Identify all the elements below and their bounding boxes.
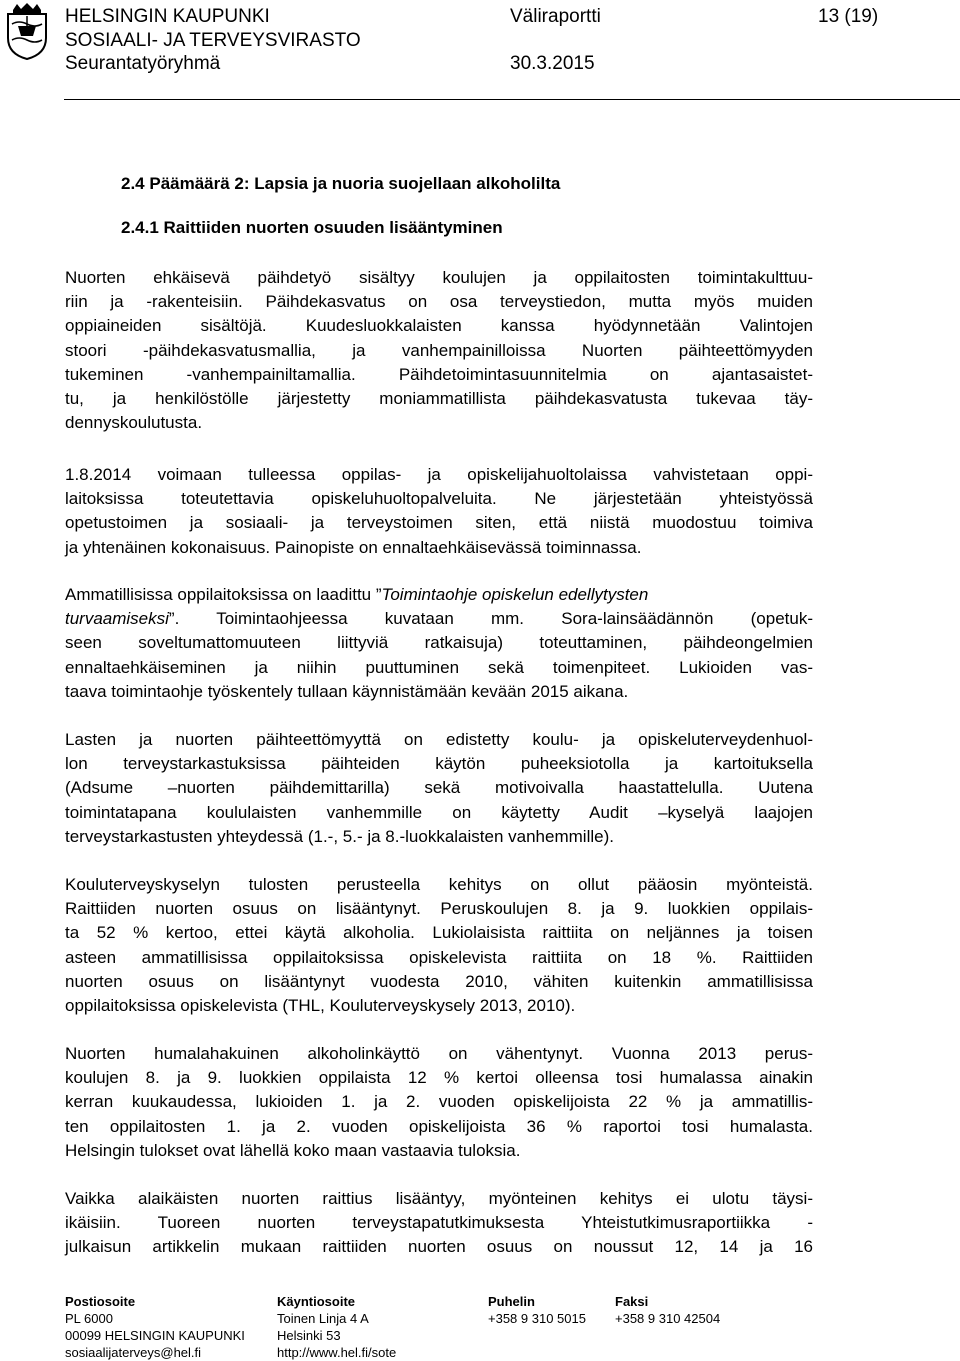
- paragraph-adults: [65, 1187, 813, 1260]
- text-line: [65, 607, 813, 631]
- footer-line: +358 9 310 42504: [615, 1311, 721, 1326]
- guideline-title: turvaamiseksi: [65, 609, 169, 629]
- text-line: taava toimintaohje työskentely tullaan käynnistämään kevään 2015 aikana.: [65, 681, 629, 701]
- footer-heading: Postiosoite: [65, 1294, 136, 1309]
- text-line: lon terveystarkastuksissa päihteiden käytön puheeksiotolla ja kartoituksella: [65, 754, 813, 774]
- footer-visiting-address: [277, 1293, 396, 1361]
- text-line: 1.8.2014 voimaan tulleessa oppilas- ja opiskelijahuoltolaissa vahvistetaan oppi-: [65, 465, 813, 484]
- text-line: Nuorten humalahakuinen alkoholinkäyttö on vähentynyt. Vuonna 2013 perus-: [65, 1044, 813, 1063]
- header-department: SOSIAALI- JA TERVEYSVIRASTO: [65, 30, 361, 51]
- text-segment: Ammatillisissa oppilaitoksissa on laadittu ”: [65, 585, 382, 604]
- paragraph-vocational-guideline: [65, 583, 813, 704]
- footer-email-link[interactable]: sosiaalijaterveys@hel.fi: [65, 1345, 202, 1360]
- text-line: Nuorten ehkäisevä päihdetyö sisältyy koulujen ja oppilaitosten toimintakulttuu-: [65, 268, 813, 287]
- footer-website-link[interactable]: http://www.hel.fi/sote: [277, 1345, 397, 1360]
- text-line: ta 52 % kertoo, ettei käytä alkoholia. Lukiolaisista raittiita on neljännes ja toisen: [65, 923, 813, 943]
- text-line: tu, ja henkilöstölle järjestetty moniammatillista päihdekasvatusta tukevaa täy-: [65, 388, 813, 408]
- header-group: Seurantatyöryhmä: [65, 53, 221, 74]
- text-segment: ”. Toimintaohjeessa kuvataan mm. Sora-lainsäädännön (opetuk-: [168, 609, 813, 629]
- text-line: koulujen 8. ja 9. luokkien oppilaista 12 % kertoi olleensa tosi humalassa ainakin: [65, 1068, 813, 1088]
- paragraph-health-checks: [65, 728, 813, 849]
- footer-line: 00099 HELSINGIN KAUPUNKI: [65, 1328, 245, 1343]
- text-line: Vaikka alaikäisten nuorten raittius lisääntyy, myönteinen kehitys ei ulotu täysi-: [65, 1189, 813, 1208]
- guideline-title: Toimintaohje opiskelun edellytysten: [381, 585, 649, 604]
- header-divider: [64, 99, 960, 100]
- footer-fax: [615, 1293, 720, 1327]
- paragraph-student-welfare: [65, 463, 813, 560]
- text-line: nuorten osuus on lisääntynyt vuodesta 2010, vähiten kuitenkin ammatillisissa: [65, 971, 813, 991]
- text-line: stoori -päihdekasvatusmallia, ja vanhempainilloissa Nuorten päihteettömyyden: [65, 340, 813, 360]
- header-document-type: Väliraportti: [510, 6, 601, 27]
- text-line: Lasten ja nuorten päihteettömyyttä on edistetty koulu- ja opiskeluterveydenhuol-: [65, 730, 813, 749]
- text-line: tukeminen -vanhempainiltamallia. Päihdetoimintasuunnitelmia on ajantasaistet-: [65, 364, 813, 384]
- text-line: Kouluterveyskyselyn tulosten perusteella kehitys on ollut pääosin myönteistä.: [65, 875, 813, 894]
- footer-phone: [488, 1293, 586, 1327]
- paragraph-prevention: [65, 266, 813, 435]
- paragraph-survey-results: [65, 873, 813, 1018]
- footer-line: Toinen Linja 4 A: [277, 1311, 369, 1326]
- helsinki-crest-logo: [4, 2, 50, 60]
- text-line: Raittiiden nuorten osuus on lisääntynyt. Peruskoulujen 8. ja 9. luokkien oppilais-: [65, 899, 813, 919]
- text-line: riin ja -rakenteisiin. Päihdekasvatus on osa terveystiedon, mutta myös muiden: [65, 292, 813, 312]
- footer-heading: Faksi: [615, 1294, 649, 1309]
- header-organization: HELSINGIN KAUPUNKI: [65, 6, 270, 27]
- text-line: laitoksissa toteutettavia opiskeluhuoltopalveluita. Ne järjestetään yhteistyössä: [65, 489, 813, 509]
- footer-heading: Puhelin: [488, 1294, 535, 1309]
- text-line: dennyskoulutusta.: [65, 413, 203, 433]
- text-line: asteen ammatillisissa oppilaitoksissa opiskelevista raittiita on 18 %. Raittiiden: [65, 947, 813, 967]
- footer-postal-address: [65, 1293, 245, 1361]
- footer-line: +358 9 310 5015: [488, 1311, 586, 1326]
- text-line: oppiaineiden sisältöjä. Kuudesluokkalaisten kanssa hyödynnetään Valintojen: [65, 316, 813, 336]
- text-line: ikäisiin. Tuoreen nuorten terveystapatutkimuksesta Yhteistutkimusraportiikka -: [65, 1213, 813, 1233]
- text-line: oppilaitoksissa opiskelevista (THL, Kouluterveyskysely 2013, 2010).: [65, 995, 576, 1015]
- footer-line: PL 6000: [65, 1311, 113, 1326]
- text-line: julkaisun artikkelin mukaan raittiiden nuorten osuus on noussut 12, 14 ja 16: [65, 1237, 813, 1257]
- text-line: Helsingin tulokset ovat lähellä koko maan vastaavia tuloksia.: [65, 1140, 521, 1160]
- text-line: kerran kuukaudessa, lukioiden 1. ja 2. vuoden opiskelijoista 22 % ja ammatillis-: [65, 1092, 813, 1112]
- paragraph-binge-drinking: [65, 1042, 813, 1163]
- text-line: opetustoimen ja sosiaali- ja terveystoimen siten, että niistä muodostuu toimiva: [65, 513, 813, 533]
- text-line: ten oppilaitosten 1. ja 2. vuoden opiskelijoista 36 % raportoi tosi humalasta.: [65, 1116, 813, 1136]
- text-line: toimintatapana koululaisten vanhemmille on käytetty Audit –kyselyä laajojen: [65, 802, 813, 822]
- subsection-heading: 2.4.1 Raittiiden nuorten osuuden lisääntyminen: [121, 218, 503, 237]
- header-date: 30.3.2015: [510, 53, 595, 74]
- section-heading: 2.4 Päämäärä 2: Lapsia ja nuoria suojellaan alkoholilta: [121, 174, 561, 193]
- text-line: [65, 583, 813, 607]
- text-line: ja yhtenäinen kokonaisuus. Painopiste on ennaltaehkäisevässä toiminnassa.: [65, 537, 642, 557]
- footer-heading: Käyntiosoite: [277, 1294, 356, 1309]
- text-line: (Adsume –nuorten päihdemittarilla) sekä motivoivalla haastattelulla. Uutena: [65, 778, 813, 798]
- text-line: ennaltaehkäiseminen ja niihin puuttuminen sekä toimenpiteet. Lukioiden vas-: [65, 657, 813, 677]
- footer-line: Helsinki 53: [277, 1328, 341, 1343]
- text-line: terveystarkastusten yhteydessä (1.-, 5.- ja 8.-luokkalaisten vanhemmille).: [65, 826, 614, 846]
- text-line: seen soveltumattomuuteen liittyviä ratkaisuja) toteuttaminen, päihdeongelmien: [65, 633, 813, 653]
- header-page-number: 13 (19): [818, 6, 879, 27]
